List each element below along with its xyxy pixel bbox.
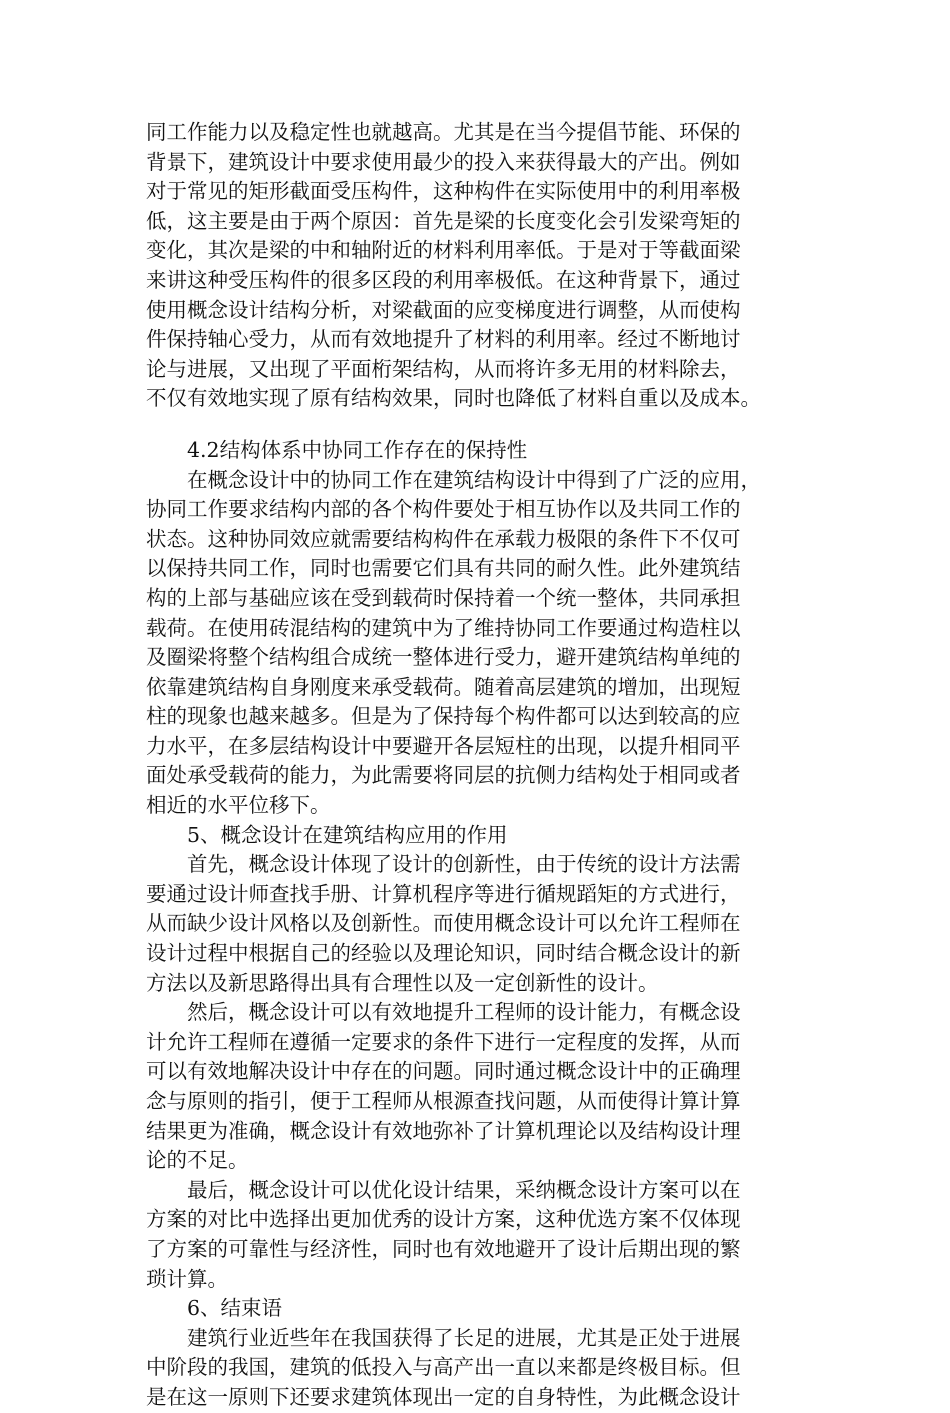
text-line: 5、概念设计在建筑结构应用的作用 xyxy=(187,822,508,847)
text-line: 计允许工程师在遵循一定要求的条件下进行一定程度的发挥，从而 xyxy=(146,1029,741,1054)
text-line: 方案的对比中选择出更加优秀的设计方案，这种优选方案不仅体现 xyxy=(146,1207,741,1232)
text-line: 设计过程中根据自己的经验以及理论知识，同时结合概念设计的新 xyxy=(146,941,741,966)
text-line: 同工作能力以及稳定性也就越高。尤其是在当今提倡节能、环保的 xyxy=(146,120,741,144)
text-line: 从而缺少设计风格以及创新性。而使用概念设计可以允许工程师在 xyxy=(146,911,741,936)
text-line: 在概念设计中的协同工作在建筑结构设计中得到了广泛的应用， xyxy=(187,467,761,492)
text-line: 力水平，在多层结构设计中要避开各层短柱的出现，以提升相同平 xyxy=(146,733,741,758)
text-line: 中阶段的我国，建筑的低投入与高产出一直以来都是终极目标。但 xyxy=(146,1355,741,1380)
text-line: 论的不足。 xyxy=(146,1148,249,1173)
text-line: 方法以及新思路得出具有合理性以及一定创新性的设计。 xyxy=(146,970,659,995)
text-line: 依靠建筑结构自身刚度来承受载荷。随着高层建筑的增加，出现短 xyxy=(146,674,741,699)
text-line: 使用概念设计结构分析，对梁截面的应变梯度进行调整，从而使构 xyxy=(146,297,741,322)
text-line: 然后，概念设计可以有效地提升工程师的设计能力，有概念设 xyxy=(187,1000,741,1025)
text-line: 柱的现象也越来越多。但是为了保持每个构件都可以达到较高的应 xyxy=(146,704,741,729)
text-line: 6、结束语 xyxy=(187,1296,283,1321)
text-line: 要通过设计师查找手册、计算机程序等进行循规蹈矩的方式进行， xyxy=(146,881,741,906)
text-line: 首先，概念设计体现了设计的创新性，由于传统的设计方法需 xyxy=(187,852,741,877)
text-line: 状态。这种协同效应就需要结构构件在承载力极限的条件下不仅可 xyxy=(146,526,741,551)
text-line: 最后，概念设计可以优化设计结果，采纳概念设计方案可以在 xyxy=(187,1177,741,1202)
text-line: 以保持共同工作，同时也需要它们具有共同的耐久性。此外建筑结 xyxy=(146,556,741,581)
text-line: 及圈梁将整个结构组合成统一整体进行受力，避开建筑结构单纯的 xyxy=(146,645,741,670)
text-line: 低，这主要是由于两个原因：首先是梁的长度变化会引发梁弯矩的 xyxy=(146,208,741,233)
text-line: 琐计算。 xyxy=(146,1266,228,1291)
document-page xyxy=(146,118,806,1413)
text-line: 背景下，建筑设计中要求使用最少的投入来获得最大的产出。例如 xyxy=(146,149,741,174)
text-line: 变化，其次是梁的中和轴附近的材料利用率低。于是对于等截面梁 xyxy=(146,238,741,263)
text-line: 构的上部与基础应该在受到载荷时保持着一个统一整体，共同承担 xyxy=(146,585,741,610)
text-line: 4.2结构体系中协同工作存在的保持性 xyxy=(187,437,528,462)
text-line: 对于常见的矩形截面受压构件，这种构件在实际使用中的利用率极 xyxy=(146,179,741,204)
text-line: 相近的水平位移下。 xyxy=(146,793,331,818)
text-line: 了方案的可靠性与经济性，同时也有效地避开了设计后期出现的繁 xyxy=(146,1236,741,1261)
text-line: 协同工作要求结构内部的各个构件要处于相互协作以及共同工作的 xyxy=(146,497,741,522)
text-line: 可以有效地解决设计中存在的问题。同时通过概念设计中的正确理 xyxy=(146,1059,741,1084)
text-line: 是在这一原则下还要求建筑体现出一定的自身特性，为此概念设计 xyxy=(146,1384,741,1409)
text-line: 不仅有效地实现了原有结构效果，同时也降低了材料自重以及成本。 xyxy=(146,386,761,411)
text-line: 念与原则的指引，便于工程师从根源查找问题，从而使得计算计算 xyxy=(146,1089,741,1113)
paragraph-gap xyxy=(146,414,806,436)
text-line: 面处承受载荷的能力，为此需要将同层的抗侧力结构处于相同或者 xyxy=(146,763,741,788)
text-line: 论与进展，又出现了平面桁架结构，从而将许多无用的材料除去， xyxy=(146,356,741,381)
text-line: 建筑行业近些年在我国获得了长足的进展，尤其是正处于进展 xyxy=(187,1325,741,1350)
text-line: 来讲这种受压构件的很多区段的利用率极低。在这种背景下，通过 xyxy=(146,267,741,292)
text-line: 结果更为准确，概念设计有效地弥补了计算机理论以及结构设计理 xyxy=(146,1118,741,1143)
text-line: 载荷。在使用砖混结构的建筑中为了维持协同工作要通过构造柱以 xyxy=(146,615,741,640)
text-line: 件保持轴心受力，从而有效地提升了材料的利用率。经过不断地讨 xyxy=(146,327,741,352)
